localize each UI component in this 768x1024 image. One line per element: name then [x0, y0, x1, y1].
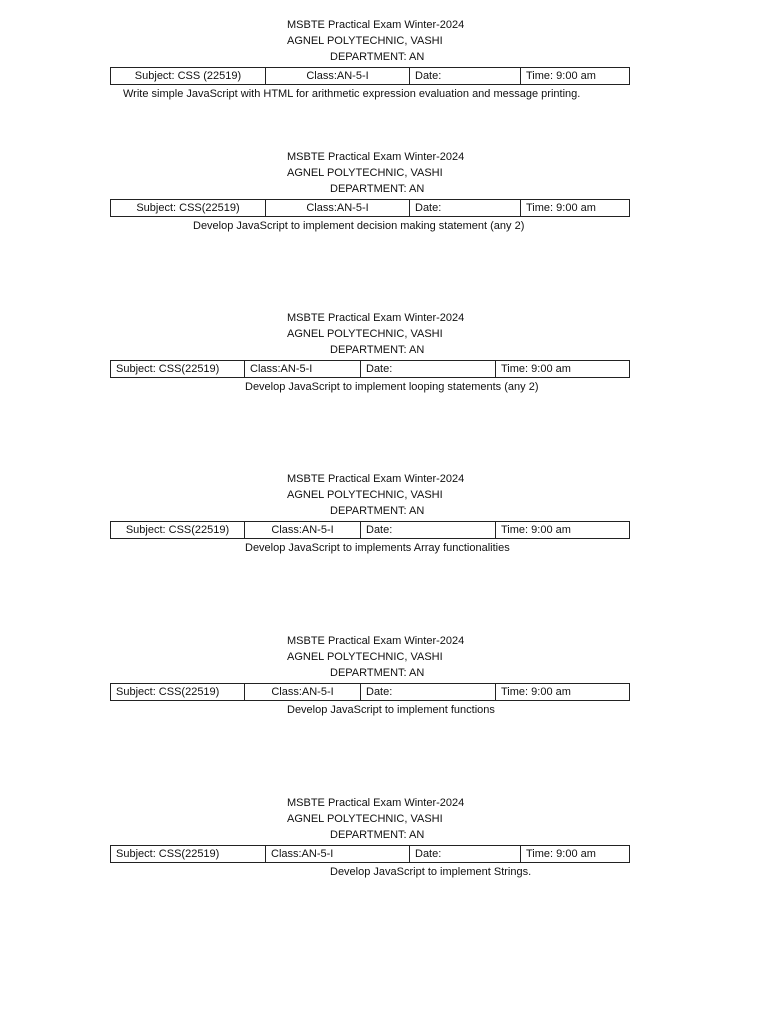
class-cell: Class:AN-5-I: [265, 68, 409, 84]
institute-name: AGNEL POLYTECHNIC, VASHI: [287, 651, 443, 663]
subject-cell: Subject: CSS(22519): [125, 524, 230, 536]
date-cell: Date:: [360, 684, 495, 700]
practical-task: Develop JavaScript to implements Array functionalities: [245, 542, 510, 554]
time-cell: Time: 9:00 am: [520, 846, 629, 862]
practical-task: Write simple JavaScript with HTML for arithmetic expression evaluation and message printing.: [123, 88, 581, 100]
exam-details-table: [110, 521, 630, 539]
subject-cell: Subject: CSS (22519): [134, 70, 242, 82]
class-cell: Class:AN-5-I: [265, 846, 409, 862]
time-cell: Time: 9:00 am: [520, 68, 629, 84]
date-cell: Date:: [409, 200, 520, 216]
time-cell: Time: 9:00 am: [495, 361, 629, 377]
institute-name: AGNEL POLYTECHNIC, VASHI: [287, 167, 443, 179]
class-cell: Class:AN-5-I: [265, 200, 409, 216]
institute-name: AGNEL POLYTECHNIC, VASHI: [287, 35, 443, 47]
exam-title: MSBTE Practical Exam Winter-2024: [287, 312, 465, 324]
exam-title: MSBTE Practical Exam Winter-2024: [287, 635, 465, 647]
exam-title: MSBTE Practical Exam Winter-2024: [287, 797, 465, 809]
time-cell: Time: 9:00 am: [495, 522, 629, 538]
class-cell: Class:AN-5-I: [244, 522, 360, 538]
class-cell: Class:AN-5-I: [244, 361, 360, 377]
institute-name: AGNEL POLYTECHNIC, VASHI: [287, 813, 443, 825]
department-label: DEPARTMENT: AN: [330, 829, 425, 841]
institute-name: AGNEL POLYTECHNIC, VASHI: [287, 489, 443, 501]
exam-details-table: [110, 360, 630, 378]
institute-name: AGNEL POLYTECHNIC, VASHI: [287, 328, 443, 340]
date-cell: Date:: [360, 522, 495, 538]
date-cell: Date:: [409, 68, 520, 84]
practical-task: Develop JavaScript to implement Strings.: [330, 866, 532, 878]
subject-cell: Subject: CSS(22519): [116, 686, 220, 698]
department-label: DEPARTMENT: AN: [330, 183, 425, 195]
class-cell: Class:AN-5-I: [244, 684, 360, 700]
date-cell: Date:: [409, 846, 520, 862]
exam-title: MSBTE Practical Exam Winter-2024: [287, 473, 465, 485]
department-label: DEPARTMENT: AN: [330, 667, 425, 679]
subject-cell: Subject: CSS(22519): [116, 363, 220, 375]
exam-details-table: [110, 845, 630, 863]
practical-task: Develop JavaScript to implement looping statements (any 2): [245, 381, 539, 393]
exam-details-table: [110, 683, 630, 701]
subject-cell: Subject: CSS(22519): [136, 202, 240, 214]
department-label: DEPARTMENT: AN: [330, 51, 425, 63]
exam-details-table: [110, 67, 630, 85]
time-cell: Time: 9:00 am: [495, 684, 629, 700]
subject-cell: Subject: CSS(22519): [116, 848, 220, 860]
department-label: DEPARTMENT: AN: [330, 505, 425, 517]
department-label: DEPARTMENT: AN: [330, 344, 425, 356]
practical-task: Develop JavaScript to implement decision making statement (any 2): [193, 220, 525, 232]
exam-title: MSBTE Practical Exam Winter-2024: [287, 151, 465, 163]
time-cell: Time: 9:00 am: [520, 200, 629, 216]
date-cell: Date:: [360, 361, 495, 377]
exam-title: MSBTE Practical Exam Winter-2024: [287, 19, 465, 31]
practical-task: Develop JavaScript to implement functions: [287, 704, 495, 716]
exam-details-table: [110, 199, 630, 217]
